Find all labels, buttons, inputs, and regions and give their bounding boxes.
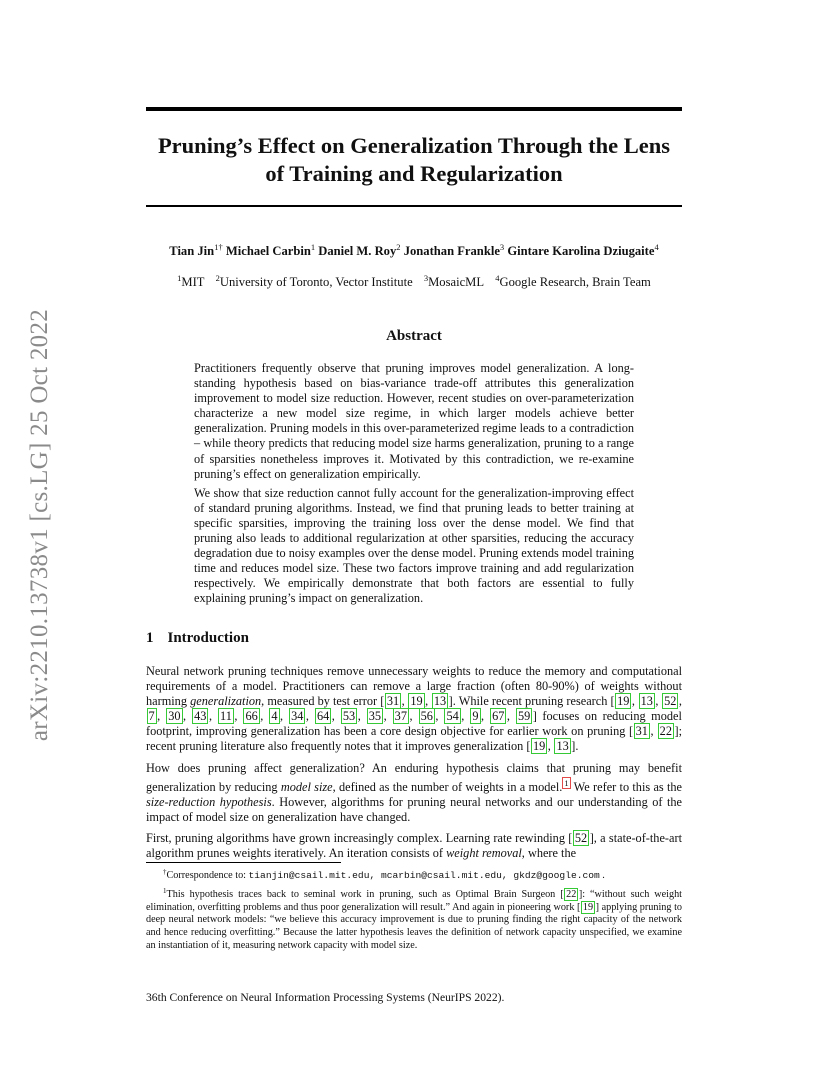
intro-paragraph: Neural network pruning techniques remove unnecessary weights to reduce the memory and computational requirements of a model. Practitioners can remove a large fraction (often 80-90%) of weights without harming generalization, measured by test error [ 31 , 19 , 13 ]. While recent pruning research [ 19 , 13 , 52 , 7 , 30 , 43 , 11 , 66 , 4 , 34 , 64 , 53 , 35 , 37 , 56 , 54 , 9 , 67 , 59 ] focuses on reducing model footprint, improving generalization has been a core design objective for earlier work on pruning [ 31 , 22 ]; recent pruning literature also frequently notes that it improves generalization [ 19 , 13 ]. (146, 664, 682, 754)
footnote-link-1[interactable]: 1 (564, 777, 569, 788)
citation-link[interactable]: 22 (566, 888, 577, 900)
citation-link[interactable]: 31 (635, 724, 648, 739)
citation-link[interactable]: 66 (245, 709, 258, 724)
introduction-body (146, 664, 682, 861)
section-number: 1 (146, 630, 154, 646)
citation-link[interactable]: 52 (574, 830, 588, 845)
citation-link[interactable]: 19 (582, 901, 594, 913)
citation-group-1: 31 , 19 , 13 (386, 694, 447, 709)
citation-link[interactable]: 19 (617, 694, 630, 709)
affiliation: $^2$University of Toronto, Vector Institute (215, 273, 413, 289)
footnote-correspondence: †Correspondence to: tianjin@csail.mit.edu, mcarbin@csail.mit.edu, gkdz@google.com . (163, 868, 605, 881)
citation-link[interactable]: 53 (342, 709, 356, 724)
section-heading-introduction (146, 630, 249, 647)
author: Jonathan Frankle$^3$ (403, 242, 505, 258)
intro-paragraph: How does pruning affect generalization? An enduring hypothesis claims that pruning may benefit generalization by reducing model size, defined as the number of weights in a model. $^1$ We refer to this as the size-reduction hypothesis. However, algorithms for pruning neural networks and our understanding of the impact of model size on generalization have changed. (146, 760, 683, 824)
conference-footer: 36th Conference on Neural Information Processing Systems (NeurIPS 2022). (146, 991, 505, 1004)
citation-link[interactable]: 56 (420, 709, 433, 724)
author: Gintare Karolina Dziugaite$^4$ (507, 242, 659, 258)
paper-title-line-1: Pruning’s Effect on Generalization Through the Lens (157, 133, 671, 158)
footnote-1: $^1$This hypothesis traces back to seminal work in pruning, such as Optimal Brain Surgeon [ 22 ]: “without such weight elimination, overfitting problems and thus poor generalization will result.” And again in pioneering work [ 19 ] applying pruning to deep neural network models: “we believe this accuracy improvement is due to pruning finding the right capacity of the network and hence reducing overfitting.” Because the latter hypothesis leaves the definition of network capacity unspecified, we examine an instantiation of it, measuring network capacity with model size. (146, 886, 682, 951)
citation-link[interactable]: 34 (291, 709, 304, 724)
correspondence-emails[interactable]: tianjin@csail.mit.edu, mcarbin@csail.mit.edu, gkdz@google.com (248, 870, 600, 881)
author: Daniel M. Roy$^2$ (318, 242, 401, 258)
citation-link[interactable]: 13 (556, 739, 569, 754)
citation-link[interactable]: 31 (386, 694, 400, 709)
section-title: Introduction (167, 630, 249, 646)
citation-link[interactable]: 19 (533, 739, 546, 754)
affiliation-list (120, 273, 708, 290)
citation-group-4: 19 , 13 (533, 739, 569, 754)
citation-link[interactable]: 22 (659, 724, 672, 739)
intro-paragraph: First, pruning algorithms have grown increasingly complex. Learning rate rewinding [ 52 ], a state-of-the-art algorithm prunes weights iteratively. An iteration consists of weight removal, where the (146, 830, 682, 861)
author: Tian Jin$^{1\dagger}$ (169, 242, 223, 258)
abstract-body (194, 361, 634, 611)
paper-title (146, 132, 682, 188)
citation-link[interactable]: 13 (640, 694, 653, 709)
affiliation: $^1$MIT (177, 273, 205, 289)
citation-link[interactable]: 43 (194, 709, 207, 724)
citation-group-2: 19 , 13 , 52 , 7 , 30 , 43 , 11 , 66 , 4 , 34 , 64 , 53 , 35 , 37 , 56 , 54 , 9 , 67 , 59 (148, 694, 682, 724)
abstract-paragraph: Practitioners frequently observe that pruning improves model generalization. A long-standing hypothesis based on bias-variance trade-off attributes this generalization improvement to model size reduction. However, recent studies on over-parameterization characterize a new model size regime, in which larger models achieve better generalization. Pruning models in this over-parameterized regime leads to a contradiction – while theory predicts that reducing model size harms generalization, pruning to a range of sparsities nonetheless improves it. Motivated by this contradiction, we re-examine pruning’s effect on generalization empirically. (194, 361, 634, 481)
arxiv-identifier-stamp (18, 290, 62, 760)
footnote-separator (146, 862, 341, 863)
title-bottom-rule (146, 205, 682, 207)
citation-link[interactable]: 52 (664, 694, 677, 709)
abstract-heading: Abstract (386, 328, 442, 344)
citation-link[interactable]: 11 (220, 709, 232, 724)
footnotes (146, 866, 682, 955)
citation-link[interactable]: 37 (394, 709, 407, 724)
citation-group-3: 31 , 22 (635, 724, 672, 739)
citation-link[interactable]: 54 (446, 709, 459, 724)
citation-link[interactable]: 7 (148, 709, 155, 724)
citation-link[interactable]: 9 (472, 709, 479, 724)
author: Michael Carbin$^1$ (225, 242, 316, 258)
citation-link[interactable]: 59 (517, 709, 531, 724)
title-top-rule (146, 107, 682, 111)
citation-link[interactable]: 4 (271, 709, 278, 724)
paper-title-line-2: of Training and Regularization (265, 161, 563, 186)
affiliation: $^4$Google Research, Brain Team (495, 273, 651, 289)
abstract-paragraph: We show that size reduction cannot fully account for the generalization-improving effect of standard pruning algorithms. Instead, we find that pruning leads to better training at specific sparsities, improving the training loss over the dense model. We find that pruning also leads to additional regularization at other sparsities, reducing the accuracy degradation due to noisy examples over the dense model. Pruning extends model training time and reduces model size. These two factors improve training and add regularization respectively. We empirically demonstrate that both factors are essential to fully explaining pruning’s impact on generalization. (194, 485, 634, 606)
citation-link[interactable]: 19 (410, 694, 423, 709)
affiliation: $^3$MosaicML (423, 273, 485, 289)
citation-link[interactable]: 13 (433, 694, 447, 709)
citation-link[interactable]: 30 (168, 709, 181, 724)
arxiv-identifier-text: arXiv:2210.13738v1 [cs.LG] 25 Oct 2022 (26, 308, 53, 742)
citation-link[interactable]: 67 (492, 709, 505, 724)
author-list (120, 242, 708, 259)
citation-link[interactable]: 64 (317, 709, 330, 724)
citation-link[interactable]: 35 (368, 709, 382, 724)
